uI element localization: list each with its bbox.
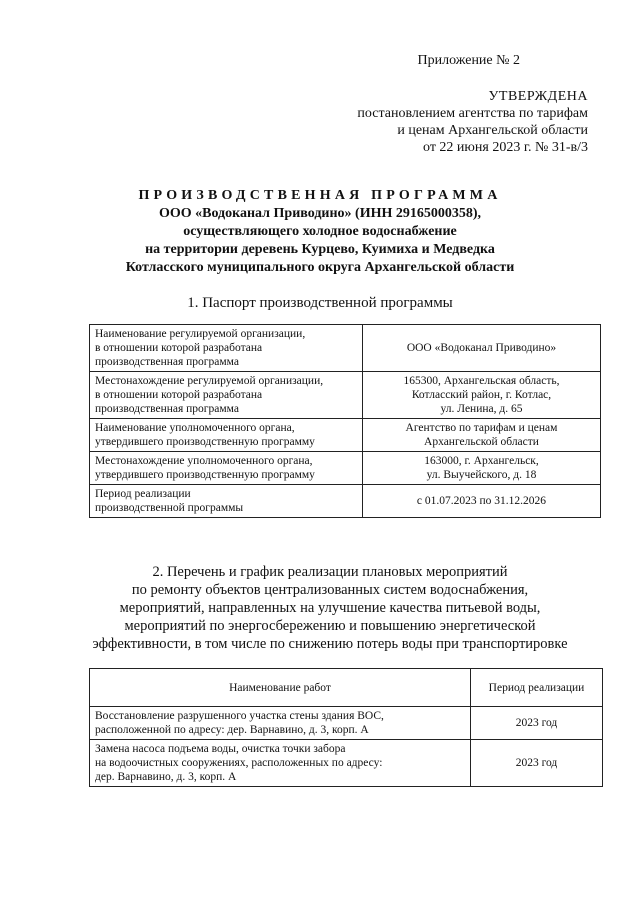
- title-line: ООО «Водоканал Приводино» (ИНН 29165000358),: [158, 206, 482, 221]
- value-line: 163000, г. Архангельск,: [424, 455, 539, 467]
- table-row: [90, 707, 603, 740]
- heading-line: эффективности, в том числе по снижению потерь воды при транспортировке: [92, 636, 568, 652]
- row-value: [363, 419, 601, 452]
- table-row: [90, 740, 603, 787]
- label-line: в отношении которой разработана: [95, 389, 263, 401]
- value-line: с 01.07.2023 по 31.12.2026: [416, 495, 547, 507]
- value-line: Агентство по тарифам и ценам: [405, 422, 558, 434]
- appendix-label: Приложение № 2: [417, 53, 520, 68]
- approval-block: [308, 88, 588, 156]
- label-line: производственная программа: [95, 356, 239, 368]
- approval-line: от 22 июня 2023 г. № 31-в/3: [423, 140, 588, 155]
- table-row: [90, 325, 601, 372]
- table-row: [90, 419, 601, 452]
- approval-line: постановлением агентства по тарифам: [357, 106, 588, 121]
- label-line: Наименование регулируемой организации,: [95, 328, 306, 340]
- row-value: [363, 452, 601, 485]
- row-value: [363, 372, 601, 419]
- approval-heading: УТВЕРЖДЕНА: [488, 89, 588, 104]
- section1-heading: 1. Паспорт производственной программы: [187, 295, 453, 311]
- label-line: в отношении которой разработана: [95, 342, 263, 354]
- column-header-period: Период реализации: [471, 669, 603, 707]
- label-line: утвердившего производственную программу: [95, 469, 315, 481]
- passport-table: [89, 324, 601, 518]
- document-title: [60, 187, 580, 277]
- label-line: производственная программа: [95, 403, 239, 415]
- label-line: производственной программы: [95, 502, 244, 514]
- approval-line: и ценам Архангельской области: [397, 123, 588, 138]
- heading-line: по ремонту объектов централизованных систем водоснабжения,: [131, 582, 529, 598]
- value-line: ул. Ленина, д. 65: [440, 403, 523, 415]
- section2-heading: [70, 563, 590, 653]
- label-line: Местонахождение регулируемой организации,: [95, 375, 324, 387]
- label-line: Наименование уполномоченного органа,: [95, 422, 295, 434]
- row-label: [90, 452, 363, 485]
- column-header-work: Наименование работ: [90, 669, 471, 707]
- table-header-row: [90, 669, 603, 707]
- period-cell: 2023 год: [471, 707, 603, 740]
- row-label: [90, 419, 363, 452]
- value-line: ул. Выучейского, д. 18: [426, 469, 537, 481]
- row-label: [90, 485, 363, 518]
- heading-line: мероприятий, направленных на улучшение качества питьевой воды,: [119, 600, 541, 616]
- work-line: дер. Варнавино, д. 3, корп. А: [95, 771, 237, 783]
- table-row: [90, 372, 601, 419]
- title-line: на территории деревень Курцево, Куимиха и Медведка: [145, 242, 495, 257]
- work-line: расположенной по адресу: дер. Варнавино, д. 3, корп. А: [95, 724, 369, 736]
- value-line: ООО «Водоканал Приводино»: [406, 342, 557, 354]
- row-value: [363, 485, 601, 518]
- heading-line: 2. Перечень и график реализации плановых мероприятий: [152, 564, 508, 580]
- work-line: Замена насоса подъема воды, очистка точки забора: [95, 743, 346, 755]
- heading-line: мероприятий по энергосбережению и повышению энергетической: [124, 618, 536, 634]
- value-line: Архангельской области: [424, 436, 539, 448]
- work-line: Восстановление разрушенного участка стены здания ВОС,: [95, 710, 384, 722]
- title-line: осуществляющего холодное водоснабжение: [183, 224, 457, 239]
- works-table: [89, 668, 603, 787]
- table-row: [90, 452, 601, 485]
- label-line: утвердившего производственную программу: [95, 436, 315, 448]
- table-row: [90, 485, 601, 518]
- work-line: на водоочистных сооружениях, расположенных по адресу:: [95, 757, 383, 769]
- value-line: 165300, Архангельская область,: [403, 375, 560, 387]
- work-cell: [90, 740, 471, 787]
- row-label: [90, 372, 363, 419]
- row-value: [363, 325, 601, 372]
- label-line: Период реализации: [95, 488, 191, 500]
- work-cell: [90, 707, 471, 740]
- period-cell: 2023 год: [471, 740, 603, 787]
- title-line: Котласского муниципального округа Архангельской области: [125, 260, 515, 275]
- row-label: [90, 325, 363, 372]
- label-line: Местонахождение уполномоченного органа,: [95, 455, 313, 467]
- title-main: ПРОИЗВОДСТВЕННАЯ ПРОГРАММА: [138, 188, 502, 203]
- value-line: Котласский район, г. Котлас,: [411, 389, 552, 401]
